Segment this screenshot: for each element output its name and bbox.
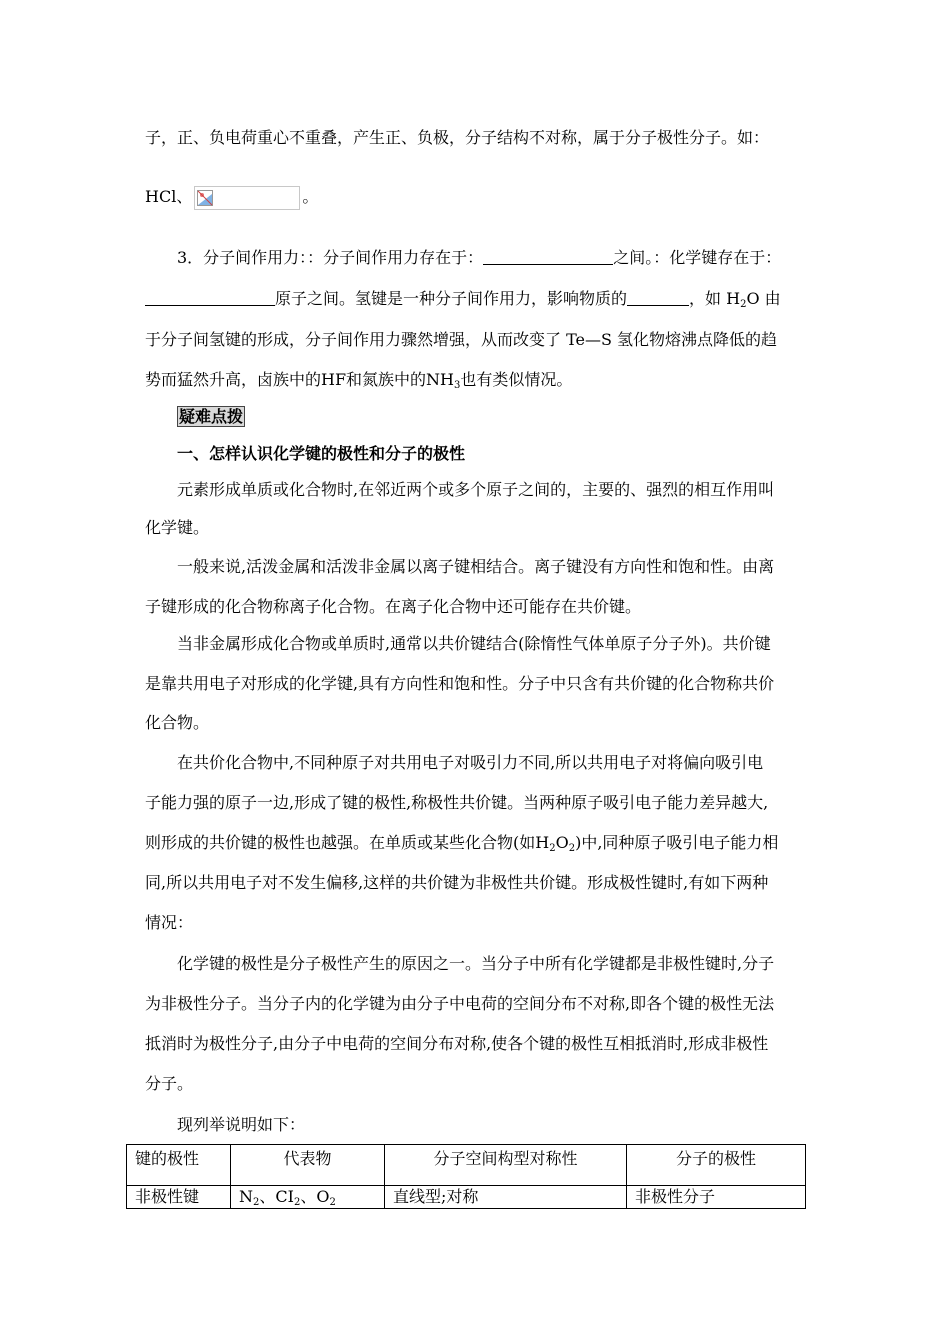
text-line: 情况： <box>145 913 194 932</box>
text-line: 子，正、负电荷重心不重叠，产生正、负极，分子结构不对称，属于分子极性分子。如： <box>145 128 770 147</box>
table-cell <box>231 1186 385 1209</box>
subscript: 3 <box>454 380 461 391</box>
text-line: 元素形成单质或化合物时,在邻近两个或多个原子之间的，主要的、强烈的相互作用叫 <box>177 480 775 499</box>
subscript: 2 <box>293 1197 301 1208</box>
text-line: 抵消时为极性分子,由分子中电荷的空间分布对称,使各个键的极性互相抵消时,形成非极性 <box>145 1034 769 1053</box>
text-line: 同,所以共用电子对不发生偏移,这样的共价键为非极性共价键。形成极性键时,有如下两种 <box>145 873 769 892</box>
text-line: 子能力强的原子一边,形成了键的极性,称极性共价键。当两种原子吸引电子能力差异越大, <box>145 793 769 812</box>
text-fragment: )中,同种原子吸引电子能力相 <box>575 833 779 852</box>
text-line: 分子。 <box>145 1074 194 1093</box>
text-fragment: O 由 <box>746 289 781 308</box>
text-line: 子键形成的化合物称离子化合物。在离子化合物中还可能存在共价键。 <box>145 597 642 616</box>
table-cell: 非极性分子 <box>627 1186 806 1209</box>
text-line <box>145 369 572 391</box>
table-header-cell: 键的极性 <box>127 1145 231 1186</box>
table-header-cell: 分子的极性 <box>627 1145 806 1186</box>
text-line: 化学键的极性是分子极性产生的原因之一。当分子中所有化学键都是非极性键时,分子 <box>177 954 775 973</box>
text-fragment: ，如 H <box>689 289 741 308</box>
table-row <box>127 1186 806 1209</box>
subscript: 2 <box>253 1197 260 1208</box>
text-fragment: 也有类似情况。 <box>460 370 573 389</box>
fill-blank <box>627 289 689 306</box>
text-fragment: 、O <box>300 1187 330 1206</box>
subscript: 2 <box>568 843 576 854</box>
subscript: 2 <box>549 843 556 854</box>
text-fragment: 之间。：化学键存在于： <box>613 248 782 267</box>
text-line: 为非极性分子。当分子内的化学键为由分子中电荷的空间分布不对称,即各个键的极性无法 <box>145 994 775 1013</box>
table-header-row <box>127 1145 806 1186</box>
table-cell: 非极性键 <box>127 1186 231 1209</box>
text-fragment: 则形成的共价键的极性也越强。在单质或某些化合物(如H <box>145 833 550 852</box>
text-fragment: HCl、 <box>145 187 193 206</box>
polarity-table <box>126 1144 806 1209</box>
text-fragment: 。 <box>302 187 319 206</box>
table-cell: 直线型;对称 <box>385 1186 627 1209</box>
text-line: 于分子间氢键的形成，分子间作用力骤然增强，从而改变了 Te—S 氢化物熔沸点降低的趋 <box>145 330 778 349</box>
text-fragment: N <box>239 1187 253 1206</box>
text-line: 是靠共用电子对形成的化学键,具有方向性和饱和性。分子中只含有共价键的化合物称共价 <box>145 674 775 693</box>
text-line: 化学键。 <box>145 518 210 537</box>
section-label <box>177 406 245 428</box>
subscript: 2 <box>740 299 747 310</box>
text-fragment: 3．分子间作用力：：分子间作用力存在于： <box>177 248 484 267</box>
text-line <box>145 288 781 310</box>
text-line <box>145 186 318 210</box>
text-line: 现列举说明如下： <box>177 1115 306 1134</box>
section-heading: 一、怎样认识化学键的极性和分子的极性 <box>177 444 466 463</box>
fill-blank <box>483 248 613 265</box>
text-line: 在共价化合物中,不同种原子对共用电子对吸引力不同,所以共用电子对将偏向吸引电 <box>177 753 764 772</box>
section-label-text: 疑难点拨 <box>179 407 244 426</box>
table-header-cell: 代表物 <box>231 1145 385 1186</box>
broken-image-icon <box>197 190 213 206</box>
text-line: 当非金属形成化合物或单质时,通常以共价键结合(除惰性气体单原子分子外)。共价键 <box>177 634 771 653</box>
table-header-cell: 分子空间构型对称性 <box>385 1145 627 1186</box>
fill-blank <box>145 289 275 306</box>
text-line: 一般来说,活泼金属和活泼非金属以离子键相结合。离子键没有方向性和饱和性。由离 <box>177 557 775 576</box>
text-fragment: 势而猛然升高，卤族中的HF和氮族中的NH <box>145 370 455 389</box>
text-line <box>145 832 778 854</box>
text-fragment: 、CI <box>259 1187 294 1206</box>
text-fragment: O <box>555 833 569 852</box>
text-line <box>177 247 781 269</box>
text-fragment: 原子之间。氢键是一种分子间作用力，影响物质的 <box>275 289 628 308</box>
text-line: 化合物。 <box>145 713 210 732</box>
subscript: 2 <box>329 1197 336 1208</box>
embedded-image <box>194 186 300 210</box>
